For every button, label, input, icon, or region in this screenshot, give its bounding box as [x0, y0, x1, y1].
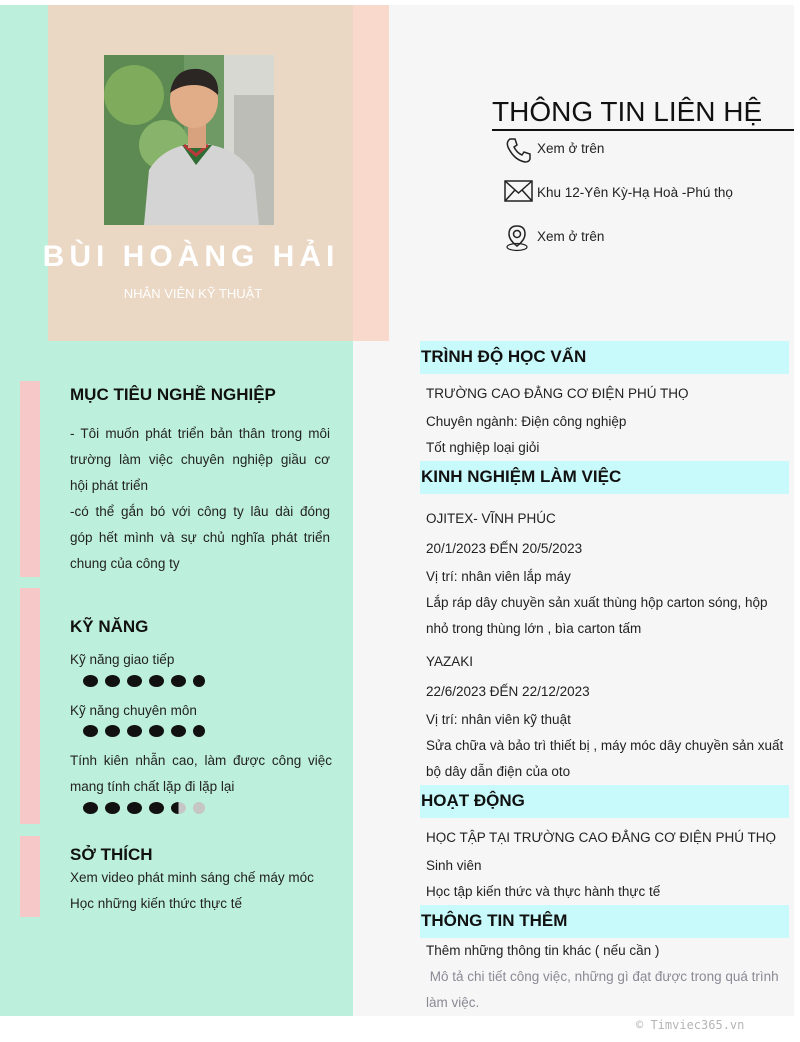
- hobby-item: Xem video phát minh sáng chế máy móc: [70, 870, 314, 885]
- rating-dot: [83, 675, 98, 687]
- job-description: nhỏ trong thùng lớn , bìa carton tấm: [426, 621, 642, 636]
- skill-label: [70, 748, 332, 800]
- activity-item: Học tập kiến thức và thực hành thực tế: [426, 884, 661, 899]
- header-accent-block: [353, 5, 389, 341]
- skills-accent-bar: [20, 588, 40, 824]
- contact-heading: THÔNG TIN LIÊN HỆ: [492, 96, 763, 127]
- objective-text: [70, 421, 330, 577]
- skill-label-line: mang tính chất lặp đi lặp lại: [70, 779, 235, 794]
- rating-dot-empty: [193, 802, 205, 814]
- education-grade: Tốt nghiệp loại giỏi: [426, 440, 540, 455]
- job-position: Vị trí: nhân viên kỹ thuật: [426, 712, 571, 727]
- contact-email: Xem ở trên: [537, 229, 605, 244]
- rating-dot: [127, 802, 142, 814]
- rating-dot: [83, 725, 98, 737]
- rating-dot: [149, 675, 164, 687]
- contact-address: Khu 12-Yên Kỳ-Hạ Hoà -Phú thọ: [537, 185, 733, 200]
- right-panel-background: [353, 5, 794, 1016]
- education-major: Chuyên ngành: Điện công nghiệp: [426, 414, 627, 429]
- job-company: YAZAKI: [426, 654, 474, 669]
- rating-dot: [149, 725, 164, 737]
- contact-heading-underline: [492, 129, 794, 131]
- job-period: 22/6/2023 ĐẾN 22/12/2023: [426, 684, 590, 699]
- person-photo-icon: [104, 55, 274, 225]
- skill-rating: [83, 674, 212, 692]
- phone-icon: [505, 137, 531, 163]
- profile-name: BÙI HOÀNG HẢI: [42, 240, 340, 273]
- objective-line: trường làm việc chuyên nghiệp giầu cơ: [70, 452, 330, 467]
- hobbies-heading: SỞ THÍCH: [70, 845, 153, 864]
- rating-dot: [171, 675, 186, 687]
- skill-rating: [83, 801, 212, 819]
- activities-heading: HOẠT ĐỘNG: [420, 785, 789, 818]
- hobby-item: Học những kiến thức thực tế: [70, 896, 242, 911]
- objective-line: - Tôi muốn phát triển bản thân trong môi: [70, 426, 330, 441]
- objective-line: -có thể gắn bó với công ty lâu dài đóng: [70, 504, 330, 519]
- skill-label-line: Tính kiên nhẫn cao, làm được công việc: [70, 753, 332, 768]
- rating-dot: [193, 675, 205, 687]
- rating-dot: [127, 675, 142, 687]
- mail-icon: [504, 180, 533, 202]
- rating-dot: [105, 802, 120, 814]
- skill-label: Kỹ năng giao tiếp: [70, 652, 175, 667]
- contact-phone: Xem ở trên: [537, 141, 605, 156]
- rating-dot: [105, 675, 120, 687]
- profile-title: NHÂN VIÊN KỸ THUẬT: [123, 286, 263, 301]
- more-info-description: làm việc.: [426, 995, 480, 1010]
- objective-heading: MỤC TIÊU NGHỀ NGHIỆP: [70, 385, 276, 404]
- job-position: Vị trí: nhân viên lắp máy: [426, 569, 571, 584]
- skill-label: Kỹ năng chuyên môn: [70, 703, 197, 718]
- activity-item: Sinh viên: [426, 858, 482, 873]
- rating-dot: [127, 725, 142, 737]
- more-info-heading: THÔNG TIN THÊM: [420, 905, 789, 938]
- skill-rating: [83, 724, 212, 742]
- job-period: 20/1/2023 ĐẾN 20/5/2023: [426, 541, 583, 556]
- job-description: Lắp ráp dây chuyền sản xuất thùng hộp carton sóng, hộp: [426, 595, 768, 610]
- rating-dot: [193, 725, 205, 737]
- more-info-line: Thêm những thông tin khác ( nếu cần ): [426, 943, 660, 958]
- education-school: TRƯỜNG CAO ĐẲNG CƠ ĐIỆN PHÚ THỌ: [426, 386, 689, 401]
- objective-accent-bar: [20, 381, 40, 577]
- skills-heading: KỸ NĂNG: [70, 617, 149, 636]
- rating-dot: [105, 725, 120, 737]
- hobbies-accent-bar: [20, 836, 40, 917]
- profile-photo: [104, 55, 274, 225]
- rating-dot: [171, 725, 186, 737]
- rating-dot-half: [171, 802, 186, 814]
- job-description: bộ dây dẫn điện của oto: [426, 764, 571, 779]
- more-info-description: Mô tả chi tiết công việc, những gì đạt được trong quá trình: [426, 969, 779, 984]
- rating-dot: [83, 802, 98, 814]
- rating-dot: [149, 802, 164, 814]
- objective-line: chung của công ty: [70, 556, 180, 571]
- job-description: Sửa chữa và bảo trì thiết bị , máy móc dây chuyền sản xuất: [426, 738, 784, 753]
- watermark: © Timviec365.vn: [636, 1018, 745, 1032]
- education-heading: TRÌNH ĐỘ HỌC VẤN: [420, 341, 789, 374]
- location-icon: [505, 224, 529, 252]
- objective-line: hội phát triển: [70, 478, 149, 493]
- experience-heading: KINH NGHIỆM LÀM VIỆC: [420, 461, 789, 494]
- objective-line: góp hết mình và sự chủ nghĩa phát triển: [70, 530, 330, 545]
- job-company: OJITEX- VĨNH PHÚC: [426, 511, 556, 526]
- activity-item: HỌC TẬP TẠI TRƯỜNG CAO ĐẲNG CƠ ĐIỆN PHÚ THỌ: [426, 830, 776, 845]
